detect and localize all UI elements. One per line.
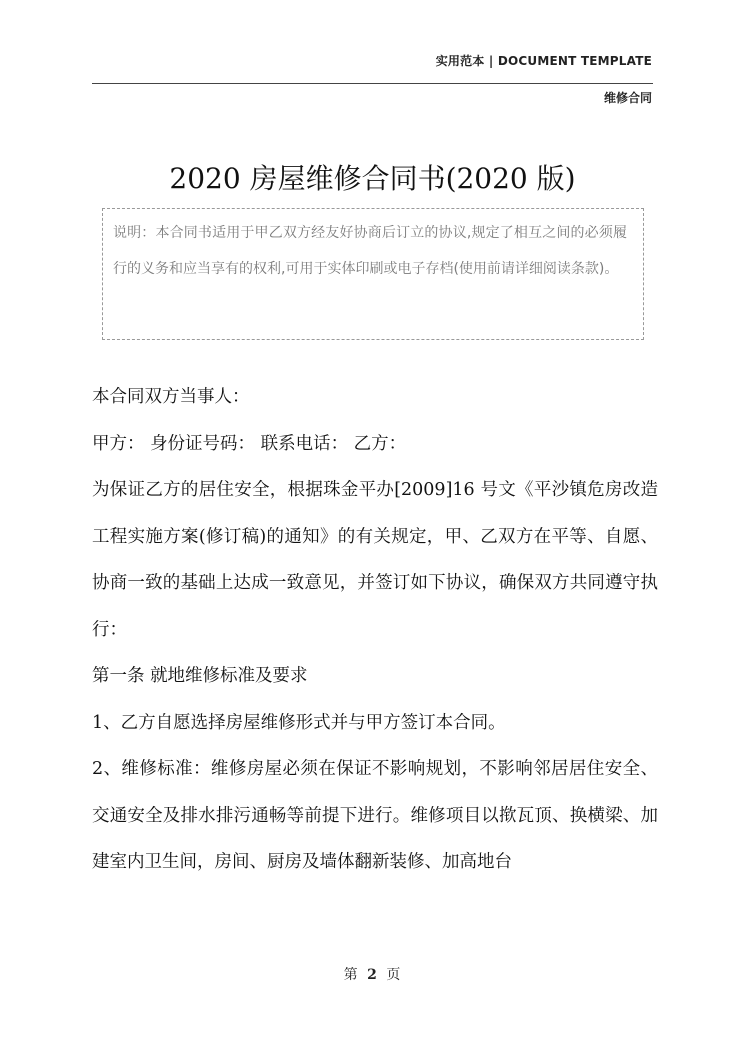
paragraph-party-fields: 甲方： 身份证号码： 联系电话： 乙方： [92,433,407,454]
footer-suffix: 页 [386,967,401,983]
header-template-label: 实用范本 | DOCUMENT TEMPLATE [435,54,652,68]
header-divider [92,83,653,84]
paragraph-clause-1: 1、乙方自愿选择房屋维修形式并与甲方签订本合同。 [92,712,506,733]
page-number: 2 [367,967,377,983]
page-footer [0,964,744,984]
paragraph-preamble: 为保证乙方的居住安全，根据珠金平办[2009]16 号文《平沙镇危房改造工程实施方案(修订稿)的通知》的有关规定，甲、乙双方在平等、自愿、协商一致的基础上达成一致意见，并签订如下协议，确保双方共同遵守执行： [92,480,658,640]
paragraph-article-one-heading: 第一条 就地维修标准及要求 [92,666,308,686]
paragraph-clause-2: 2、维修标准：维修房屋必须在保证不影响规划，不影响邻居居住安全、交通安全及排水排污通畅等前提下进行。维修项目以揿瓦顶、换横梁、加建室内卫生间，房间、厨房及墙体翻新装修、加高地台 [92,759,658,872]
footer-prefix: 第 [343,967,358,983]
header-document-type: 维修合同 [603,91,652,105]
note-box: 说明：本合同书适用于甲乙双方经友好协商后订立的协议,规定了相互之间的必须履行的义务和应当享有的权利,可用于实体印刷或电子存档(使用前请详细阅读条款)。 [102,208,644,340]
document-body [92,374,658,886]
paragraph-parties: 本合同双方当事人： [92,387,250,407]
document-title: 2020 房屋维修合同书(2020 版) [169,161,576,195]
